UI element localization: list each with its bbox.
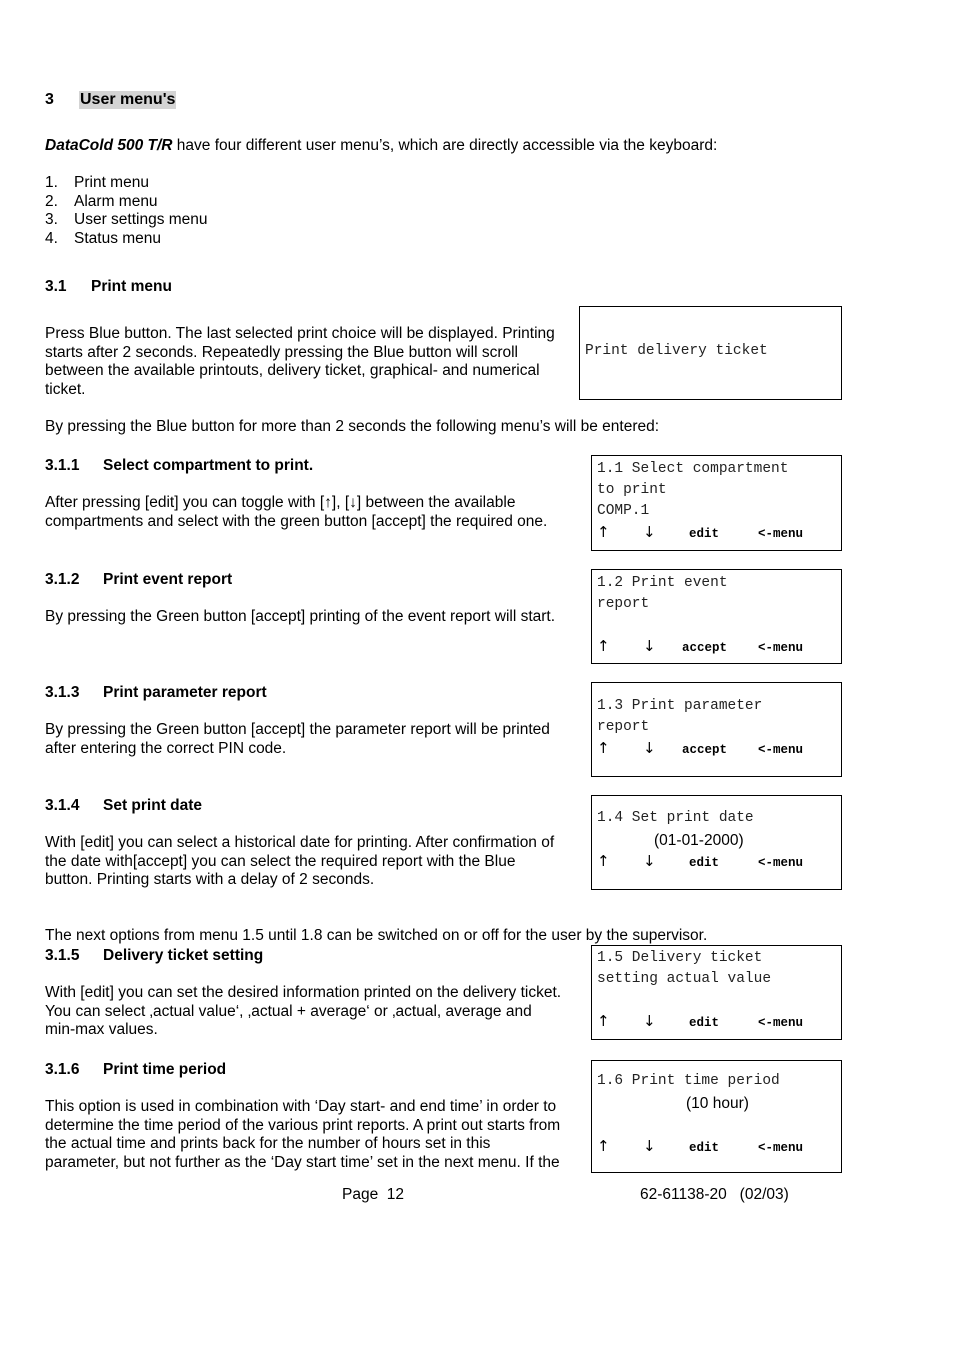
up-arrow-icon: ↑ <box>597 852 610 870</box>
menu-back-key: <-menu <box>758 641 804 655</box>
long-press-paragraph: By pressing the Blue button for more than 2 seconds the following menu’s will be entered: <box>45 418 660 435</box>
s316-paragraph: This option is used in combination with ‘Day start- and end time’ in order to determine the time period of the various print reports. A print out starts from the actual time and prints back for the number of hours set in this parameter, but not further as the ‘Day start time’ set in the next menu. If the <box>45 1098 561 1171</box>
document-id: 62-61138-20 (02/03) <box>640 1186 789 1203</box>
menu-back-key: <-menu <box>758 743 804 757</box>
menu-back-key: <-menu <box>758 527 804 541</box>
s311-paragraph: After pressing [edit] you can toggle with [↑], [↓] between the available compartments and select with the green button [accept] the required one. <box>45 494 548 530</box>
display-line: Print delivery ticket <box>585 343 768 359</box>
s315-paragraph: With [edit] you can set the desired information printed on the delivery ticket. You can select ‚actual value‘, ‚actual + average‘ or ‚actual, average and min-max values. <box>45 984 562 1038</box>
s313-paragraph: By pressing the Green button [accept] the parameter report will be printed after entering the correct PIN code. <box>45 721 550 757</box>
down-arrow-icon: ↓ <box>643 852 656 870</box>
section-title: User menu's <box>80 91 176 108</box>
s312-paragraph: By pressing the Green button [accept] printing of the event report will start. <box>45 608 556 625</box>
up-arrow-icon: ↑ <box>597 1012 610 1030</box>
display-date-value: (01-01-2000) <box>654 832 744 849</box>
intro-paragraph <box>45 137 717 156</box>
up-arrow-icon: ↑ <box>597 637 610 655</box>
product-name: DataCold 500 T/R <box>45 137 173 154</box>
down-arrow-icon: ↓ <box>643 739 656 757</box>
print-menu-paragraph: Press Blue button. The last selected print choice will be displayed. Printing starts after 2 seconds. Repeatedly pressing the Blue button will scroll between the available printouts, delivery ticket, graphical- and numerical ticket. <box>45 325 555 398</box>
down-arrow-icon: ↓ <box>643 1012 656 1030</box>
display-print-parameter-report: 1.3 Print parameter report ↑ ↓ accept <-menu <box>591 682 842 777</box>
supervisor-note: The next options from menu 1.5 until 1.8 can be switched on or off for the user by the supervisor. <box>45 927 708 944</box>
menu-back-key: <-menu <box>758 856 804 870</box>
display-print-event-report: 1.2 Print event report ↑ ↓ accept <-menu <box>591 569 842 664</box>
menu-back-key: <-menu <box>758 1016 804 1030</box>
edit-key: edit <box>689 1141 720 1155</box>
display-set-print-date: 1.4 Set print date (01-01-2000) ↑ ↓ edit <-menu <box>591 795 842 890</box>
s314-paragraph: With [edit] you can select a historical date for printing. After confirmation of the date with[accept] you can select the required report with the Blue button. Printing starts with a delay of 2 seconds. <box>45 834 555 888</box>
down-arrow-icon: ↓ <box>643 1137 656 1155</box>
accept-key: accept <box>682 743 728 757</box>
menu-back-key: <-menu <box>758 1141 804 1155</box>
display-print-delivery-ticket <box>579 306 842 400</box>
edit-key: edit <box>689 527 720 541</box>
up-arrow-icon: ↑ <box>597 1137 610 1155</box>
display-print-time-period: 1.6 Print time period (10 hour) ↑ ↓ edit <-menu <box>591 1060 842 1173</box>
edit-key: edit <box>689 1016 720 1030</box>
up-arrow-icon: ↑ <box>597 523 610 541</box>
display-select-compartment: 1.1 Select compartment to print COMP.1 ↑ ↓ edit <-menu <box>591 455 842 551</box>
up-arrow-icon: ↑ <box>597 739 610 757</box>
display-hours-value: (10 hour) <box>686 1095 749 1112</box>
down-arrow-icon: ↓ <box>643 637 656 655</box>
down-arrow-icon: ↓ <box>643 523 656 541</box>
display-delivery-ticket-setting: 1.5 Delivery ticket setting actual value ↑ ↓ edit <-menu <box>591 945 842 1040</box>
intro-text: have four different user menu’s, which are directly accessible via the keyboard: <box>172 137 718 154</box>
edit-key: edit <box>689 856 720 870</box>
section-number: 3 <box>45 91 54 108</box>
page-number: Page 12 <box>342 1186 405 1203</box>
accept-key: accept <box>682 641 728 655</box>
